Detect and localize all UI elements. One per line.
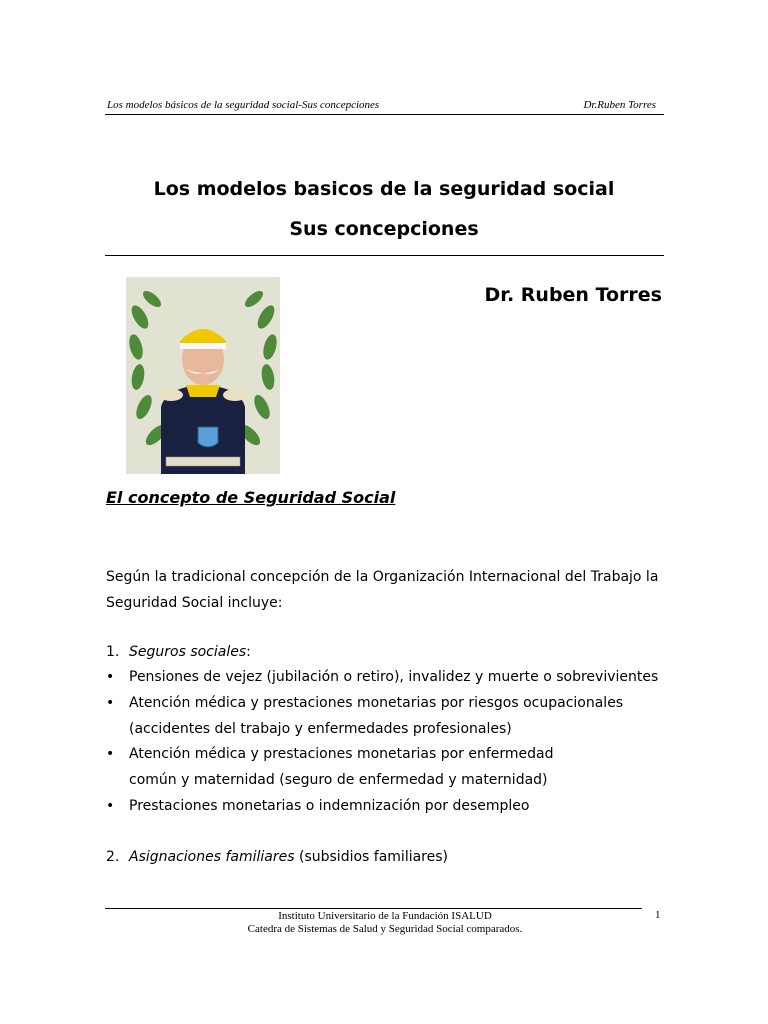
list-number-2: 2. [106, 849, 120, 865]
list-item-1-suffix: : [246, 644, 251, 660]
page-number: 1 [655, 909, 661, 921]
bullet-icon: • [106, 798, 115, 814]
author-name: Dr. Ruben Torres [484, 284, 662, 306]
bullet-item-4: Prestaciones monetarias o indemnización por desempleo [129, 798, 530, 814]
document-title-line2: Sus concepciones [289, 218, 479, 240]
intro-paragraph: Según la tradicional concepción de la Organización Internacional del Trabajo la Seguridad Social incluye: [106, 569, 659, 611]
list-item-2-rest: (subsidios familiares) [294, 849, 448, 865]
footer-institution: Instituto Universitario de la Fundación ISALUD [278, 910, 492, 922]
section-heading: El concepto de Seguridad Social [106, 488, 396, 507]
list-item-1 [129, 644, 251, 660]
bullet-item-2: Atención médica y prestaciones monetarias por riesgos ocupacionales (accidentes del trabajo y enfermedades profesionales) [129, 695, 624, 737]
list-item-2 [129, 849, 448, 865]
title-divider [105, 255, 664, 256]
portrait-svg [126, 277, 280, 474]
footer-course: Catedra de Sistemas de Salud y Seguridad Social comparados. [247, 923, 523, 935]
portrait-illustration [126, 277, 280, 474]
header-divider [105, 114, 664, 115]
footer-divider [105, 908, 642, 909]
bullet-item-3: Atención médica y prestaciones monetarias por enfermedad común y maternidad (seguro de enfermedad y maternidad) [129, 746, 554, 788]
list-number-1: 1. [106, 644, 120, 660]
document-title-line1: Los modelos basicos de la seguridad social [153, 178, 615, 200]
running-header-author: Dr.Ruben Torres [583, 99, 656, 111]
bullet-item-1: Pensiones de vejez (jubilación o retiro), invalidez y muerte o sobrevivientes [129, 669, 659, 685]
bullet-icon: • [106, 695, 115, 711]
running-header-title: Los modelos básicos de la seguridad social-Sus concepciones [107, 99, 380, 111]
bullet-icon: • [106, 746, 115, 762]
list-item-1-label: Seguros sociales [129, 644, 247, 660]
bullet-icon: • [106, 669, 115, 685]
list-item-2-label: Asignaciones familiares [129, 849, 295, 865]
